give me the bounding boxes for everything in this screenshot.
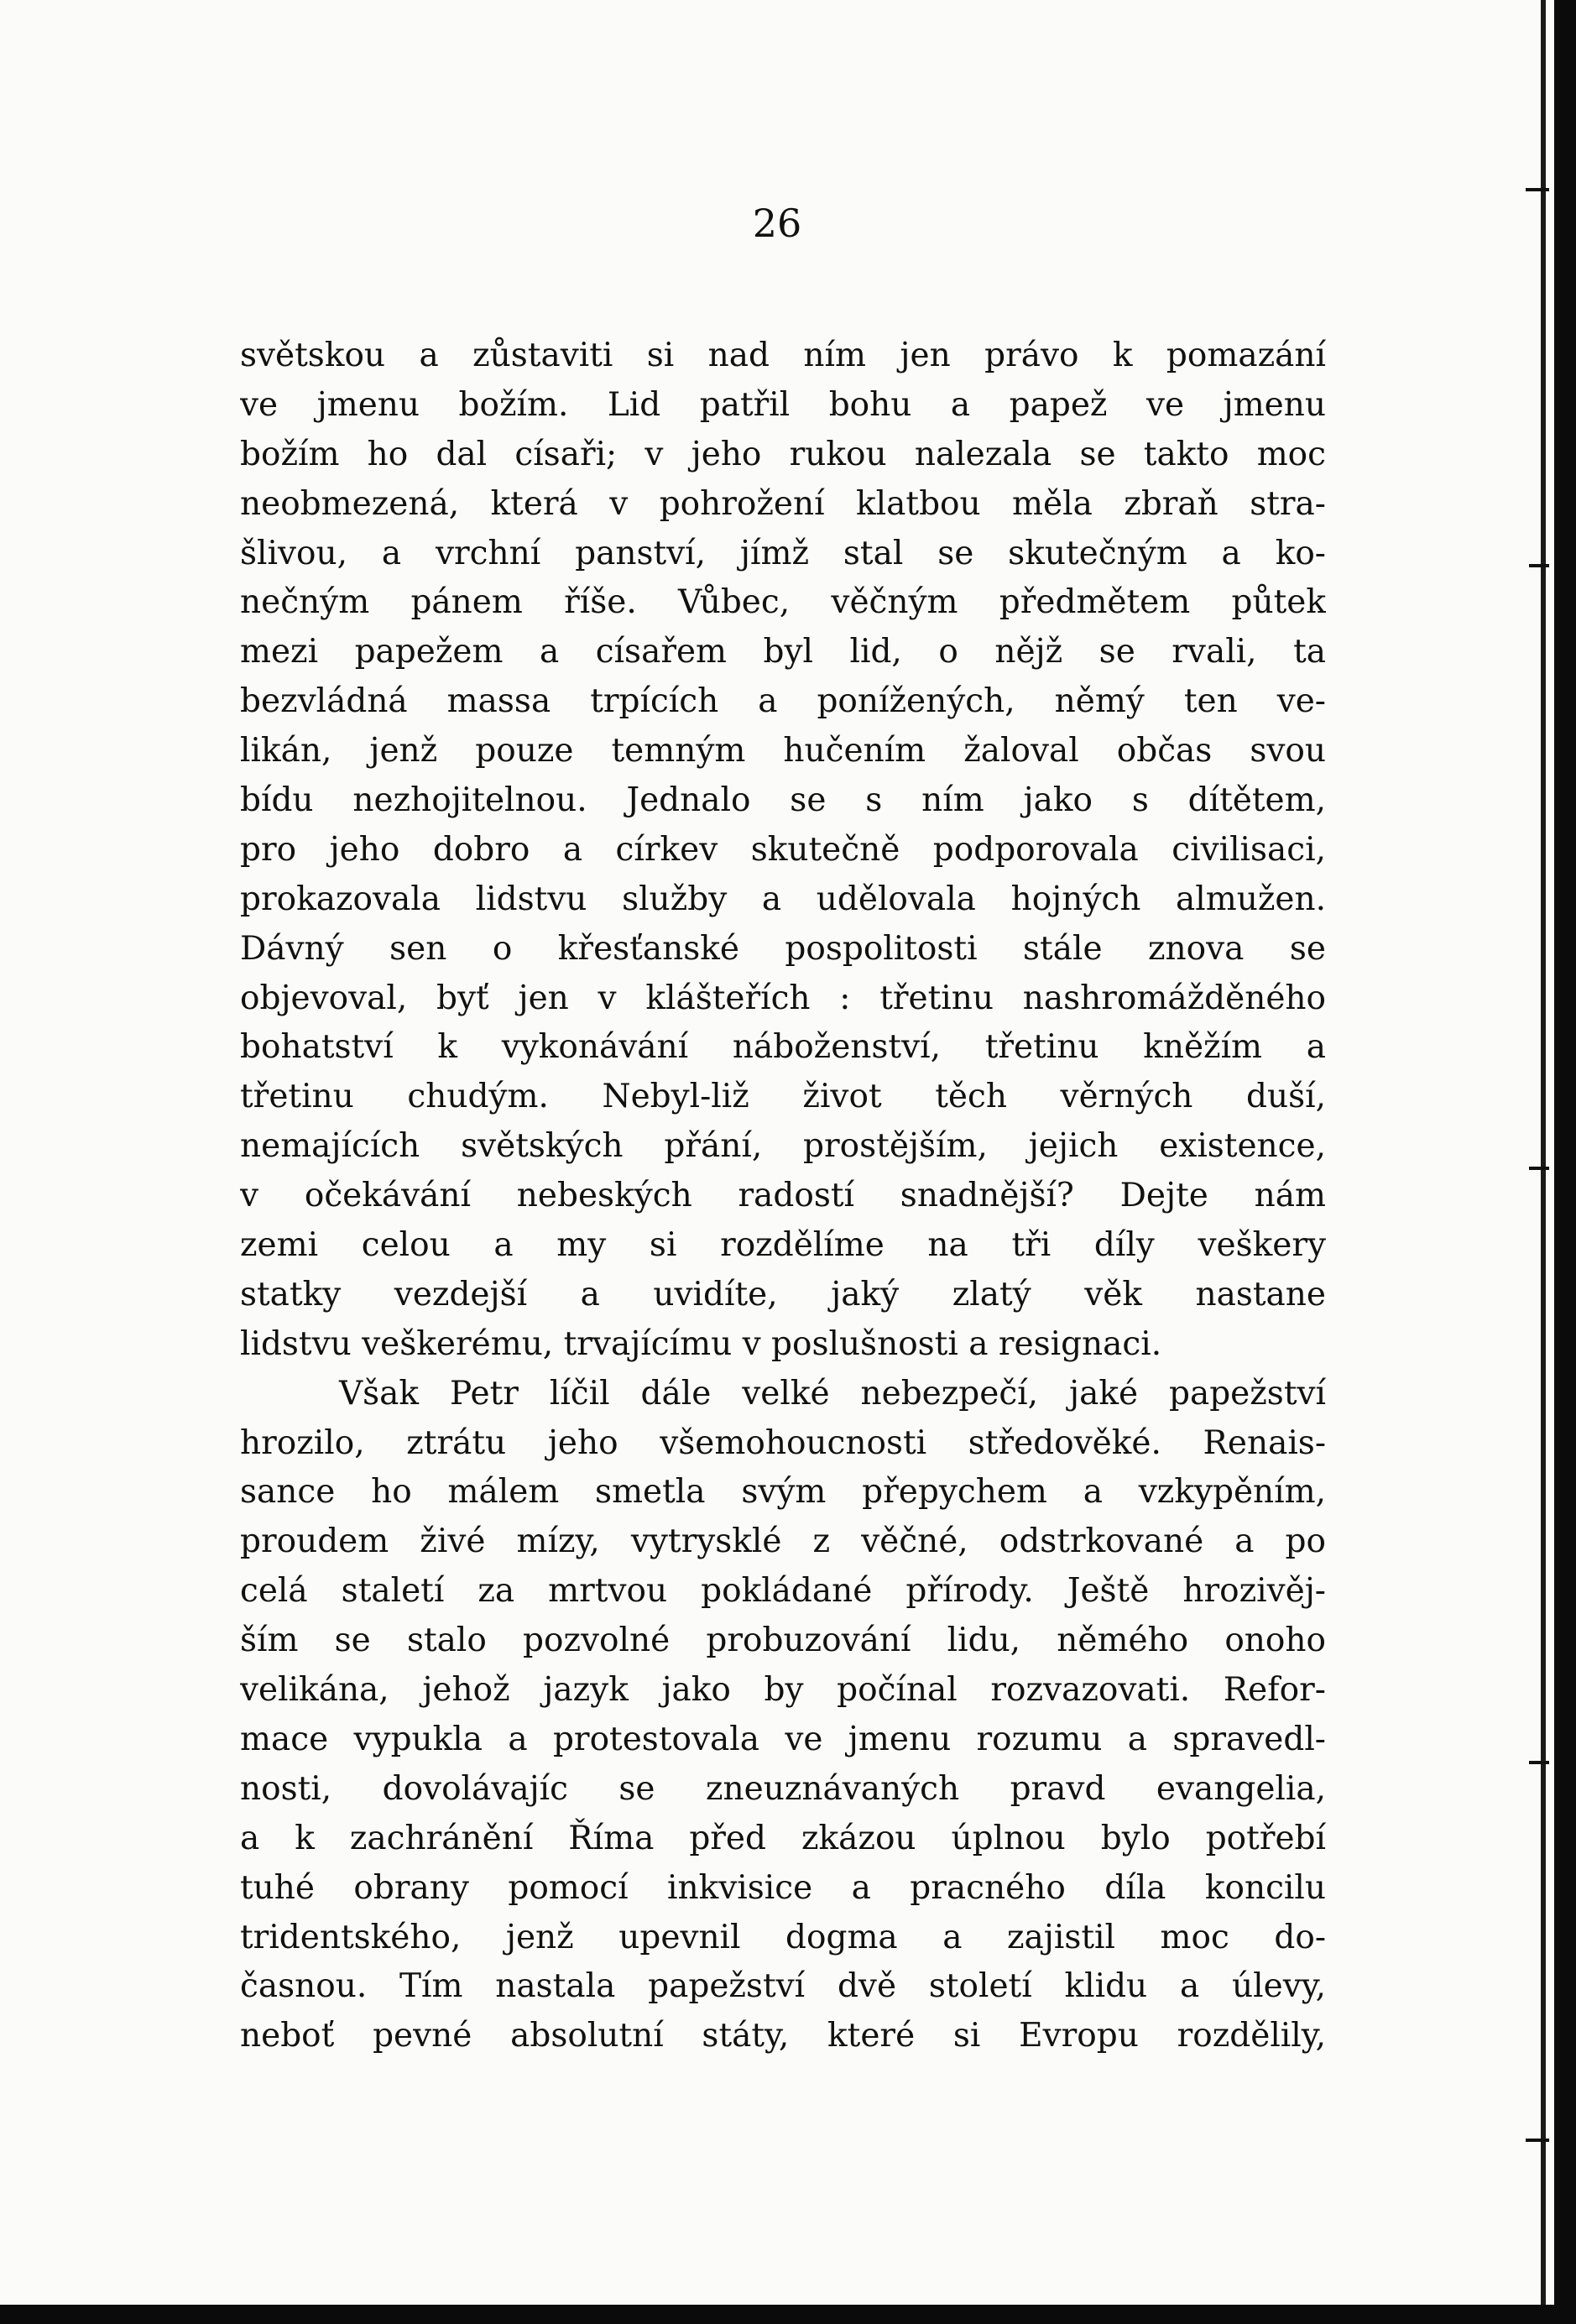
page-edge-shadow <box>1541 0 1546 2305</box>
text-line: bohatství k vykonávání náboženství, třetinu kněžím a <box>240 1028 1326 1067</box>
text-line: nemajících světských přání, prostějším, jejich existence, <box>240 1127 1326 1166</box>
body-text <box>240 332 1326 2061</box>
text-line: pro jeho dobro a církev skutečně podporovala civilisaci, <box>240 830 1326 869</box>
text-line: objevoval, byť jen v klášteřích : třetinu nashromážděného <box>240 979 1326 1017</box>
text-line: zemi celou a my si rozdělíme na tři díly veškery <box>240 1226 1326 1265</box>
margin-mark <box>1526 2139 1549 2142</box>
text-line: prokazovala lidstvu služby a udělovala hojných almužen. <box>240 880 1326 918</box>
text-line: sance ho málem smetla svým přepychem a vzkypěním, <box>240 1473 1326 1512</box>
text-line: tuhé obrany pomocí inkvisice a pracného díla koncilu <box>240 1868 1326 1907</box>
margin-mark <box>1529 564 1549 567</box>
text-line: tridentského, jenž upevnil dogma a zajistil moc do- <box>240 1918 1326 1956</box>
text-line: nečným pánem říše. Vůbec, věčným předmětem půtek <box>240 583 1326 622</box>
margin-mark <box>1526 188 1549 191</box>
text-line: velikána, jehož jazyk jako by počínal rozvazovati. Refor- <box>240 1671 1326 1710</box>
text-line: časnou. Tím nastala papežství dvě století klidu a úlevy, <box>240 1967 1326 2006</box>
text-line: nosti, dovolávajíc se zneuznávaných pravd evangelia, <box>240 1769 1326 1808</box>
text-line: neboť pevné absolutní státy, které si Evropu rozdělily, <box>240 2017 1326 2055</box>
text-line: mezi papežem a císařem byl lid, o nějž se rvali, ta <box>240 633 1326 671</box>
text-line: Dávný sen o křesťanské pospolitosti stále znova se <box>240 929 1326 968</box>
text-line: božím ho dal císaři; v jeho rukou nalezala se takto moc <box>240 435 1326 473</box>
text-line: bídu nezhojitelnou. Jednalo se s ním jako s dítětem, <box>240 781 1326 820</box>
text-line: proudem živé mízy, vytrysklé z věčné, odstrkované a po <box>240 1522 1326 1561</box>
text-line: ve jmenu božím. Lid patřil bohu a papež ve jmenu <box>240 385 1326 424</box>
text-line: likán, jenž pouze temným hučením žaloval občas svou <box>240 732 1326 770</box>
text-line: celá staletí za mrtvou pokládané přírody. Ještě hrozivěj- <box>240 1572 1326 1611</box>
text-line: lidstvu veškerému, trvajícímu v poslušnosti a resignaci. <box>240 1324 1162 1363</box>
text-line: v očekávání nebeských radostí snadnější? Dejte nám <box>240 1177 1326 1215</box>
margin-mark <box>1529 1761 1549 1764</box>
text-line: statky vezdejší a uvidíte, jaký zlatý věk nastane <box>240 1275 1326 1313</box>
text-line: bezvládná massa trpících a ponížených, němý ten ve- <box>240 682 1326 721</box>
text-line: světskou a zůstaviti si nad ním jen právo k pomazání <box>240 337 1326 374</box>
text-line: ším se stalo pozvolné probuzování lidu, němého onoho <box>240 1622 1326 1660</box>
text-line: a k zachránění Říma před zkázou úplnou bylo potřebí <box>240 1819 1326 1857</box>
text-line: třetinu chudým. Nebyl-liž život těch věrných duší, <box>240 1078 1326 1116</box>
page-number: 26 <box>752 201 802 246</box>
text-line: šlivou, a vrchní panství, jímž stal se skutečným a ko- <box>240 534 1326 572</box>
text-line: hrozilo, ztrátu jeho všemohoucnosti středověké. Renais- <box>240 1423 1326 1462</box>
text-line: Však Petr líčil dále velké nebezpečí, jaké papežství <box>339 1374 1326 1413</box>
text-line: mace vypukla a protestovala ve jmenu rozumu a spravedl- <box>240 1720 1326 1758</box>
text-line: neobmezená, která v pohrožení klatbou měla zbraň stra- <box>240 484 1326 523</box>
margin-mark <box>1529 1167 1549 1170</box>
